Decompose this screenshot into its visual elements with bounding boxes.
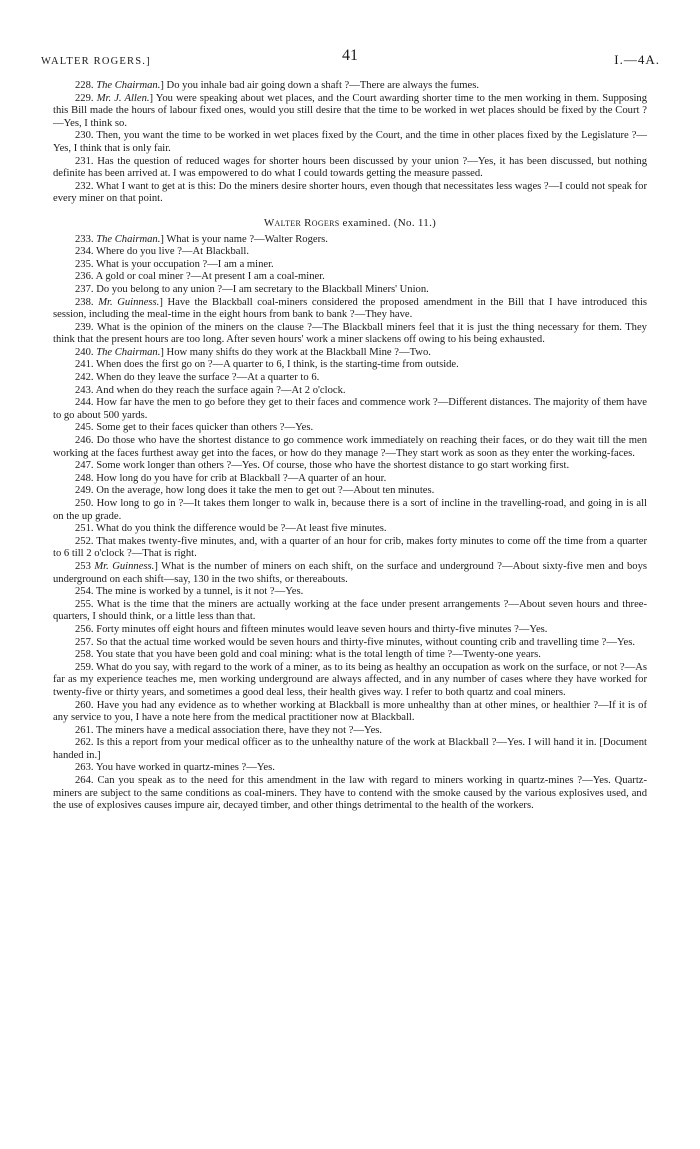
question-text: You state that you have been gold and coal mining: what is the total length of time ?—Twenty-one years. [95, 649, 541, 661]
question-paragraph [53, 234, 647, 247]
question-paragraph [53, 271, 647, 284]
speaker-name: Mr. Guinness. [98, 296, 160, 308]
question-number: 239. [75, 321, 94, 333]
question-text: ] Do you inhale bad air going down a shaft ?—There are always the fumes. [160, 80, 479, 91]
question-number: 256. [75, 623, 94, 635]
question-paragraph [53, 435, 647, 460]
question-text: ] How many shifts do they work at the Blackball Mine ?—Two. [160, 346, 431, 358]
question-paragraph [53, 725, 647, 738]
question-paragraph [53, 599, 647, 624]
question-text: You have worked in quartz-mines ?—Yes. [95, 762, 275, 774]
question-text: What do you say, with regard to the work of a miner, as to its being as healthy an occupation as work on the surface, or not ?—As far as my experience teaches me, men working underground are always affected, and in any number of cases where they have worked for twenty-five or thirty years, and sometimes a good deal less, their health gives way. I refer to both quartz and coal miners. [53, 661, 648, 698]
question-text: How far have the men to go before they get to their faces and commence work ?—Different distances. The majority of them have to go about 500 yards. [53, 397, 648, 421]
question-number: 237. [75, 283, 94, 295]
question-text: Where do you live ?—At Blackball. [96, 246, 249, 258]
question-text: What do you think the difference would be ?—At least five minutes. [96, 523, 387, 535]
question-paragraph [53, 485, 647, 498]
question-number: 252. [75, 535, 94, 547]
question-paragraph [53, 359, 647, 372]
question-paragraph [53, 586, 647, 599]
question-paragraph [53, 322, 647, 347]
question-text: A gold or coal miner ?—At present I am a coal-miner. [95, 271, 325, 283]
examined-label: examined. (No. 11.) [339, 216, 437, 229]
page-number: 41 [342, 47, 358, 64]
question-number: 235. [75, 258, 94, 270]
evidence-block-walter-rogers [53, 234, 647, 813]
question-number: 244. [75, 397, 94, 409]
question-text: Can you speak as to the need for this amendment in the law with regard to miners working in quartz-mines ?—Yes. Quartz-miners are subject to the same conditions as coal-miners. They have to contend with the smoke caused by the various explosives used, and the use of explosives causes impure air, decayed timber, and other things detrimental to the health of the workers. [53, 775, 647, 812]
question-paragraph [53, 284, 647, 297]
question-paragraph [53, 372, 647, 385]
question-paragraph [53, 181, 647, 206]
question-number: 259. [75, 661, 94, 673]
question-number: 263. [75, 762, 94, 774]
question-paragraph [53, 637, 647, 650]
question-text: What is the time that the miners are actually working at the face under present arrangements ?—About seven hours and three-quarters, I should think, or a little less than that. [53, 598, 647, 623]
question-text: That makes twenty-five minutes, and, with a quarter of an hour for crib, makes forty minutes to come off the time from a quarter to 6 till 2 o'clock ?—That is right. [53, 535, 647, 560]
question-text: So that the actual time worked would be seven hours and thirty-five minutes, without counting crib and travelling time ?—Yes. [96, 636, 636, 648]
question-text: What is your occupation ?—I am a miner. [96, 258, 274, 270]
question-number: 240. [75, 346, 94, 358]
witness-name: Walter Rogers [263, 216, 340, 229]
question-text: And when do they reach the surface again ?—At 2 o'clock. [95, 384, 346, 396]
page-header [41, 47, 660, 70]
question-number: 260. [75, 699, 94, 711]
question-number: 261. [75, 724, 94, 736]
question-text: ] You were speaking about wet places, and the Court awarding shorter time to the men working in them. Supposing this Bill made the hours of labour fixed ones, would you still desire that the time to be worked in wet places should be fixed by the Court ?—Yes, I think so. [53, 92, 647, 129]
header-witness-name: WALTER ROGERS.] [41, 56, 151, 67]
question-text: Is this a report from your medical officer as to the unhealthy nature of the work at Blackball ?—Yes. I will hand it in. [Document handed in.] [53, 737, 647, 761]
question-number: 253 [75, 560, 91, 572]
question-text: The miners have a medical association there, have they not ?—Yes. [96, 724, 383, 736]
question-paragraph [53, 498, 647, 523]
question-number: 238. [75, 296, 94, 308]
question-paragraph [53, 624, 647, 637]
question-paragraph [53, 156, 647, 181]
question-paragraph [53, 259, 647, 272]
question-paragraph [53, 649, 647, 662]
question-number: 248. [75, 472, 94, 484]
question-number: 251. [75, 523, 94, 535]
question-paragraph [53, 737, 647, 762]
question-number: 258. [75, 649, 94, 661]
question-number: 229. [75, 92, 94, 104]
question-number: 246. [75, 435, 94, 447]
question-text: Some get to their faces quicker than others ?—Yes. [96, 422, 314, 434]
question-paragraph [53, 80, 647, 93]
speaker-name: Mr. Guinness. [94, 560, 155, 572]
question-paragraph [53, 775, 647, 813]
question-paragraph [53, 473, 647, 486]
question-number: 257. [75, 636, 94, 648]
evidence-block-previous-witness [53, 80, 647, 206]
question-text: On the average, how long does it take the men to get out ?—About ten minutes. [96, 485, 435, 497]
question-paragraph [53, 460, 647, 473]
speaker-name: The Chairman. [96, 80, 161, 91]
speaker-name: Mr. J. Allen. [96, 92, 150, 104]
question-paragraph [53, 662, 647, 700]
question-paragraph [53, 422, 647, 435]
question-text: Then, you want the time to be worked in wet places fixed by the Court, and the time in other places fixed by the Legislature ?—Yes, I think that is only fair. [53, 130, 647, 154]
question-text: When does the first go on ?—A quarter to 6, I think, is the starting-time from outside. [96, 359, 459, 371]
question-text: Forty minutes off eight hours and fifteen minutes would leave seven hours and thirty-five minutes ?—Yes. [96, 623, 548, 635]
question-text: ] What is the number of miners on each shift, on the surface and underground ?—About sixty-five men and boys underground on each shift—say, 130 in the two shifts, or thereabouts. [53, 560, 648, 585]
question-paragraph [53, 246, 647, 259]
question-text: Do you belong to any union ?—I am secretary to the Blackball Miners' Union. [96, 283, 429, 295]
question-number: 255. [75, 598, 94, 610]
question-paragraph [53, 385, 647, 398]
question-text: ] What is your name ?—Walter Rogers. [160, 233, 328, 245]
question-text: What I want to get at is this: Do the miners desire shorter hours, even though that necessitates less wages ?—I could not speak for every miner on that point. [53, 180, 647, 205]
question-text: When do they leave the surface ?—At a quarter to 6. [96, 372, 320, 384]
question-number: 243. [75, 384, 94, 396]
speaker-name: The Chairman. [96, 233, 161, 245]
question-number: 245. [75, 422, 94, 434]
question-number: 233. [75, 233, 94, 245]
question-text: Has the question of reduced wages for shorter hours been discussed by your union ?—Yes, it has been discussed, but nothing definite has been arrived at. I was empowered to do what I could towards getting the measure passed. [53, 155, 647, 180]
question-paragraph [53, 297, 647, 322]
question-number: 230. [75, 130, 94, 142]
question-text: How long to go in ?—It takes them longer to walk in, because there is a sort of incline in the travelling-road, and going in is all on the up grade. [53, 498, 647, 522]
question-number: 236. [75, 271, 94, 283]
section-heading [53, 217, 647, 230]
question-text: How long do you have for crib at Blackball ?—A quarter of an hour. [96, 472, 387, 484]
question-paragraph [53, 130, 647, 155]
question-text: Do those who have the shortest distance to go commence work immediately on reaching their faces, or do they wait till the men working at the faces furthest away get into the faces, or how do they manage ?—They start work as soon as they enter the working-faces. [53, 435, 647, 459]
question-number: 254. [75, 586, 94, 598]
question-paragraph [53, 700, 647, 725]
question-number: 234. [75, 246, 94, 258]
question-paragraph [53, 397, 647, 422]
question-number: 228. [75, 80, 94, 91]
question-number: 249. [75, 485, 94, 497]
question-number: 242. [75, 372, 94, 384]
question-paragraph [53, 523, 647, 536]
question-number: 231. [75, 155, 94, 167]
question-number: 262. [75, 737, 94, 749]
question-number: 241. [75, 359, 94, 371]
question-text: The mine is worked by a tunnel, is it not ?—Yes. [96, 586, 304, 598]
question-paragraph [53, 347, 647, 360]
question-number: 250. [75, 498, 94, 509]
question-number: 247. [75, 460, 94, 472]
speaker-name: The Chairman. [96, 346, 161, 358]
question-text: What is the opinion of the miners on the clause ?—The Blackball miners feel that it is just the thing necessary for them. They think that the present hours are too long. After seven hours' work a miner slackens off owing to his being exhausted. [53, 321, 647, 346]
question-number: 232. [75, 180, 94, 192]
question-paragraph [53, 561, 647, 586]
question-number: 264. [75, 775, 94, 787]
question-text: ] Have the Blackball coal-miners considered the proposed amendment in the Bill that I have introduced this session, including the meal-time in the eight hours from bank to bank ?—They have. [53, 296, 648, 321]
paper-reference: I.—4A. [614, 52, 660, 67]
question-text: Some work longer than others ?—Yes. Of course, those who have the shortest distance to go start working first. [96, 460, 570, 472]
question-paragraph [53, 536, 647, 561]
question-text: Have you had any evidence as to whether working at Blackball is more unhealthy than at other mines, or healthier ?—If it is of any service to you, I have a note here from the medical practitioner now at Blackball. [53, 699, 647, 724]
question-paragraph [53, 762, 647, 775]
question-paragraph [53, 93, 647, 131]
